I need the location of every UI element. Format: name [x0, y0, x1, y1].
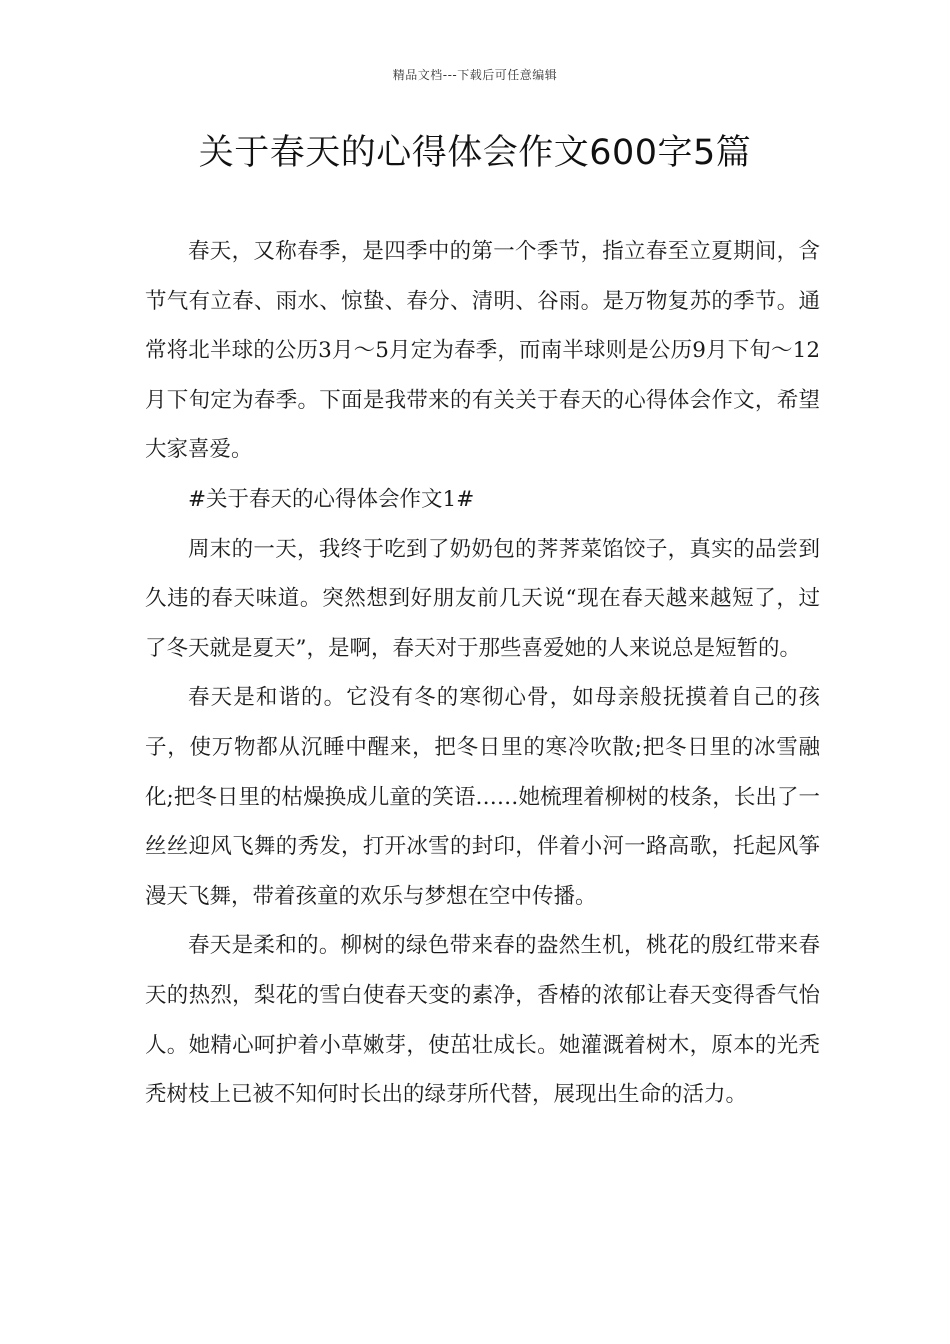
paragraph: 春天是柔和的。柳树的绿色带来春的盎然生机，桃花的殷红带来春天的热烈，梨花的雪白使春天变的素净，香椿的浓郁让春天变得香气怡人。她精心呵护着小草嫩芽，使茁壮成长。她灌溉着树木，原本的光秃秃树枝上已被不知何时长出的绿芽所代替，展现出生命的活力。: [145, 933, 820, 1108]
paragraph: 周末的一天，我终于吃到了奶奶包的荠荠菜馅饺子，真实的品尝到久违的春天味道。突然想到好朋友前几天说“现在春天越来越短了，过了冬天就是夏天”，是啊，春天对于那些喜爱她的人来说总是短暂的。: [145, 536, 820, 661]
section-heading: #关于春天的心得体会作文1#: [188, 486, 475, 512]
document-body: [145, 227, 820, 1120]
paragraph: 春天是和谐的。它没有冬的寒彻心骨，如母亲般抚摸着自己的孩子，使万物都从沉睡中醒来，把冬日里的寒冷吹散;把冬日里的冰雪融化;把冬日里的枯燥换成儿童的笑语……她梳理着柳树的枝条，长出了一丝丝迎风飞舞的秀发，打开冰雪的封印，伴着小河一路高歌，托起风筝漫天飞舞，带着孩童的欢乐与梦想在空中传播。: [145, 685, 820, 909]
header-note: 精品文档---下载后可任意编辑: [392, 68, 558, 82]
document-title: 关于春天的心得体会作文600字5篇: [198, 133, 752, 173]
paragraph-intro: 春天，又称春季，是四季中的第一个季节，指立春至立夏期间，含节气有立春、雨水、惊蛰、春分、清明、谷雨。是万物复苏的季节。通常将北半球的公历3月～5月定为春季，而南半球则是公历9月下旬～12月下旬定为春季。下面是我带来的有关关于春天的心得体会作文，希望大家喜爱。: [145, 239, 820, 463]
